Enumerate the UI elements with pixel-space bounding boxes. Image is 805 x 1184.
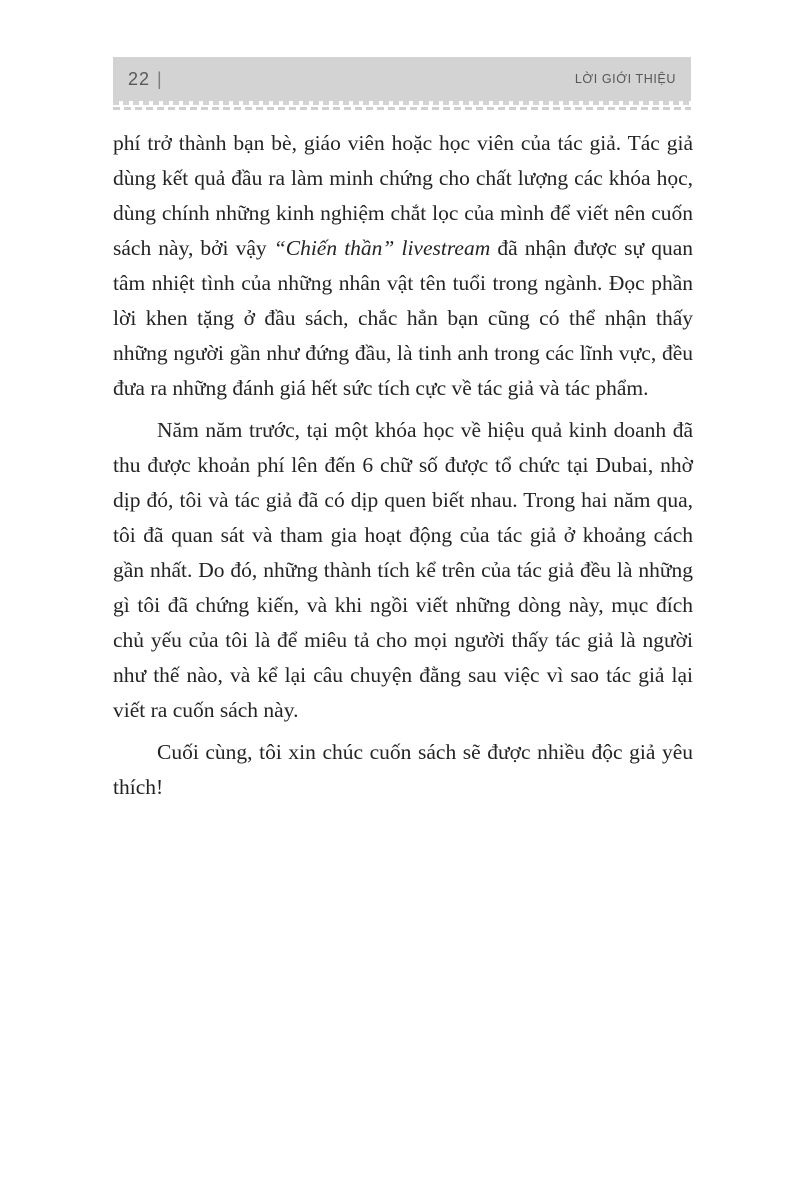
- page-number-group: [128, 69, 162, 90]
- paragraph-1: [113, 126, 693, 406]
- page-number: 22: [128, 68, 151, 89]
- book-title-italic: “Chiến thần” livestream: [273, 236, 491, 260]
- running-title: LỜI GIỚI THIỆU: [574, 72, 676, 86]
- page-number-separator: |: [157, 68, 162, 89]
- paragraph-2: Năm năm trước, tại một khóa học về hiệu quả kinh doanh đã thu được khoản phí lên đến 6 chữ số được tổ chức tại Dubai, nhờ dịp đó, tôi và tác giả đã có dịp quen biết nhau. Trong hai năm qua, tôi đã quan sát và tham gia hoạt động của tác giả ở khoảng cách gần nhất. Do đó, những thành tích kể trên của tác giả đều là những gì tôi đã chứng kiến, và khi ngồi viết những dòng này, mục đích chủ yếu của tôi là để miêu tả cho mọi người thấy tác giả là người như thế nào, và kể lại câu chuyện đằng sau việc vì sao tác giả lại viết ra cuốn sách này.: [113, 418, 693, 722]
- paragraph-1-text-after: đã nhận được sự quan tâm nhiệt tình của những nhân vật tên tuổi trong ngành. Đọc phần lời khen tặng ở đầu sách, chắc hẳn bạn cũng có thể nhận thấy những người gần như đứng đầu, là tinh anh trong các lĩnh vực, đều đưa ra những đánh giá hết sức tích cực về tác giả và tác phẩm.: [113, 236, 693, 400]
- paragraph-3: Cuối cùng, tôi xin chúc cuốn sách sẽ được nhiều độc giả yêu thích!: [113, 740, 693, 799]
- page-body: [113, 126, 693, 812]
- paragraph-1-text-before: phí trở thành bạn bè, giáo viên hoặc học viên của tác giả. Tác giả dùng kết quả đầu ra làm minh chứng cho chất lượng các khóa học, dùng chính những kinh nghiệm chắt lọc của mình để viết nên cuốn sách này, bởi vậy: [113, 131, 693, 260]
- header-perforation-line: [113, 107, 691, 110]
- page-header: [113, 57, 691, 101]
- header-sawtooth-edge: [113, 101, 691, 105]
